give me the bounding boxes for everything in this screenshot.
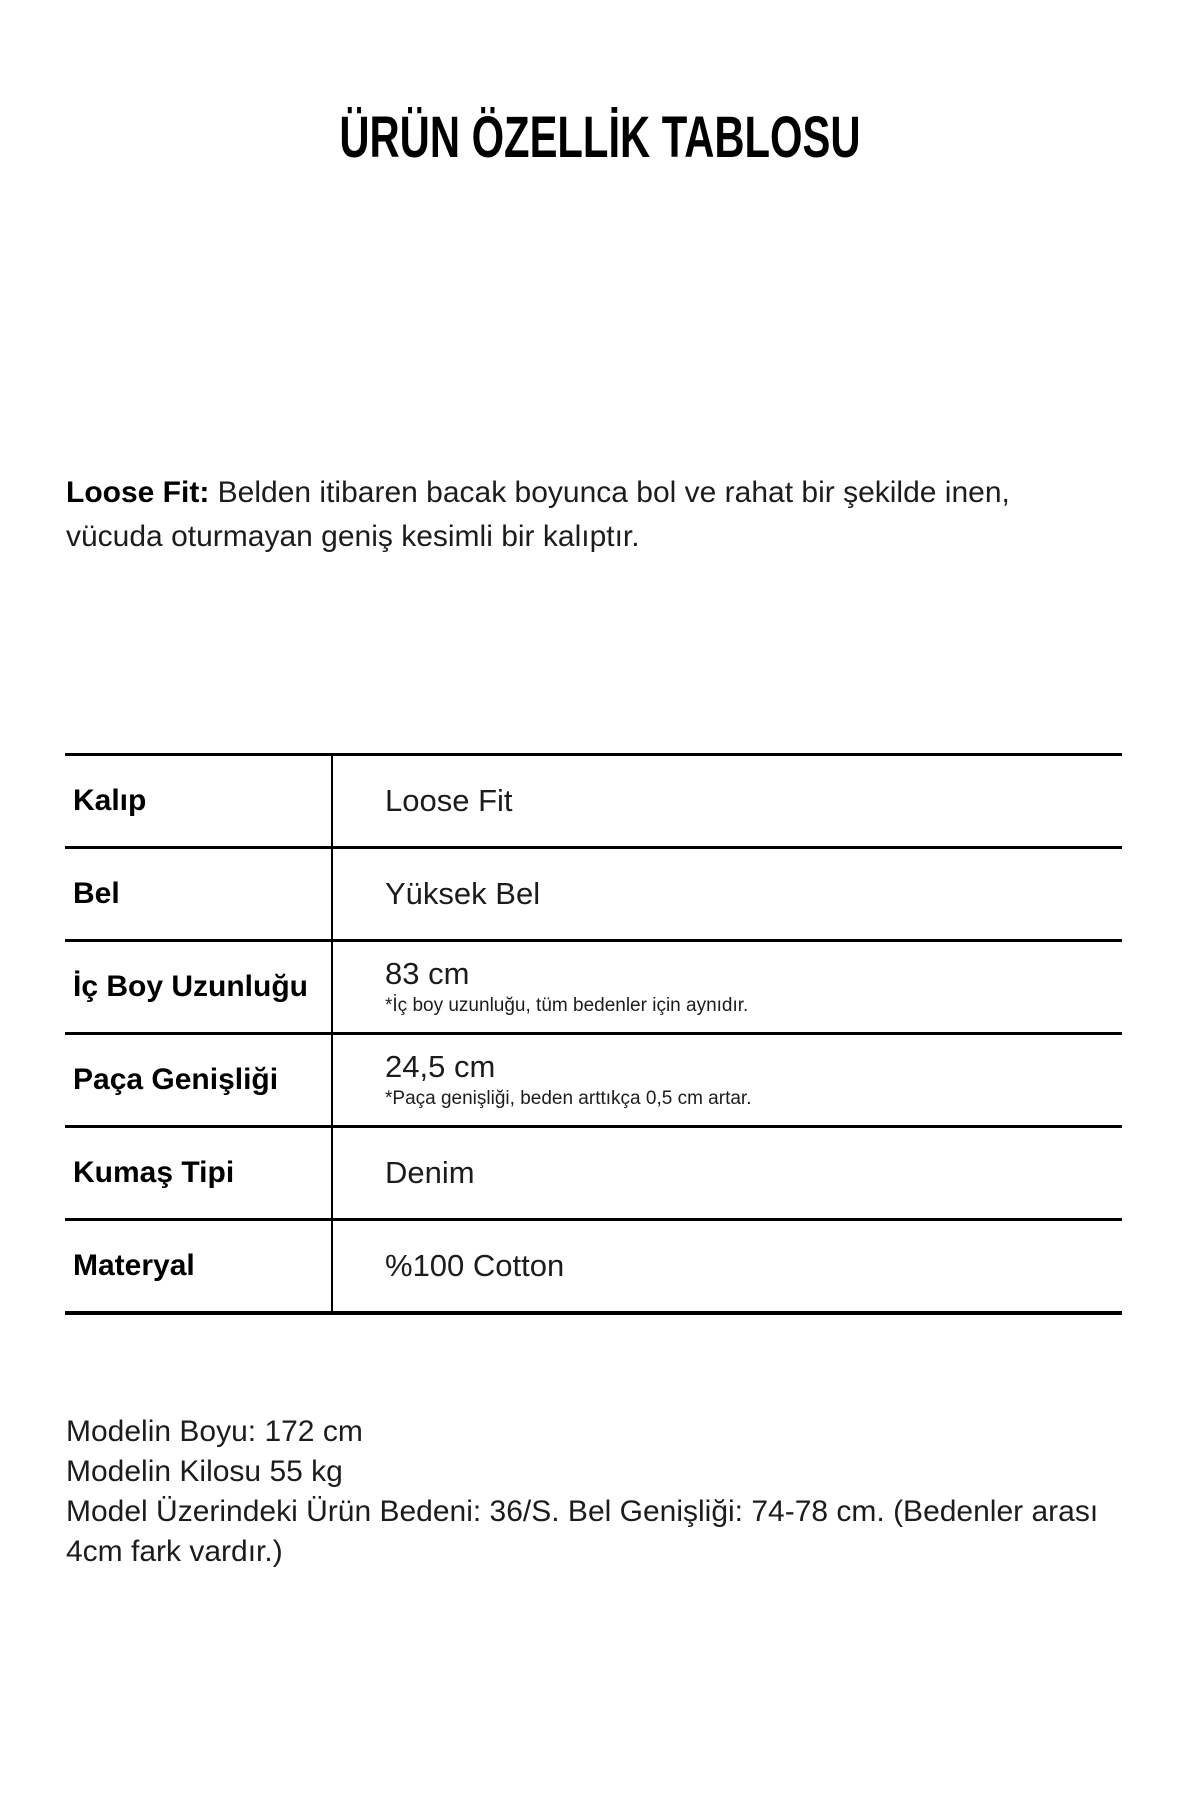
row-label: Materyal — [65, 1221, 333, 1311]
intro-lead: Loose Fit: — [66, 476, 210, 509]
row-label: Kumaş Tipi — [65, 1128, 333, 1218]
page-title — [0, 104, 1200, 171]
intro-paragraph — [66, 471, 1086, 559]
spec-table — [65, 753, 1122, 1315]
row-value: Denim — [385, 1155, 475, 1190]
row-value: 24,5 cm — [385, 1049, 496, 1084]
table-row-bel — [65, 849, 1122, 942]
row-value-cell — [333, 1128, 1122, 1218]
row-value: Yüksek Bel — [385, 876, 541, 911]
row-value: %100 Cotton — [385, 1248, 565, 1283]
row-label: Kalıp — [65, 756, 333, 846]
row-value-cell — [333, 1221, 1122, 1311]
table-row-materyal — [65, 1221, 1122, 1315]
table-row-ic-boy-uzunlugu — [65, 942, 1122, 1035]
row-label: Bel — [65, 849, 333, 939]
model-size-line: Model Üzerindeki Ürün Bedeni: 36/S. Bel Genişliği: 74-78 cm. (Bedenler arası 4cm fark vardır.) — [66, 1495, 1099, 1568]
page-title-text: ÜRÜN ÖZELLİK TABLOSU — [339, 105, 861, 170]
intro-text: Belden itibaren bacak boyunca bol ve rahat bir şekilde inen, vücuda oturmayan geniş kesimli bir kalıptır. — [66, 476, 1010, 553]
row-note: *Paça genişliği, beden arttıkça 0,5 cm artar. — [385, 1088, 752, 1109]
row-value: Loose Fit — [385, 783, 513, 818]
row-note: *İç boy uzunluğu, tüm bedenler için aynıdır. — [385, 995, 749, 1016]
row-value-cell — [333, 849, 1122, 939]
row-value-cell — [333, 942, 1122, 1032]
table-row-kalip — [65, 756, 1122, 849]
model-info-block — [66, 1412, 1151, 1572]
row-value-cell — [333, 756, 1122, 846]
table-row-kumas-tipi — [65, 1128, 1122, 1221]
row-label: İç Boy Uzunluğu — [65, 942, 333, 1032]
row-label: Paça Genişliği — [65, 1035, 333, 1125]
row-value: 83 cm — [385, 956, 470, 991]
row-value-cell — [333, 1035, 1122, 1125]
table-row-paca-genisligi — [65, 1035, 1122, 1128]
model-height-line: Modelin Boyu: 172 cm — [66, 1415, 363, 1448]
model-weight-line: Modelin Kilosu 55 kg — [66, 1455, 343, 1488]
